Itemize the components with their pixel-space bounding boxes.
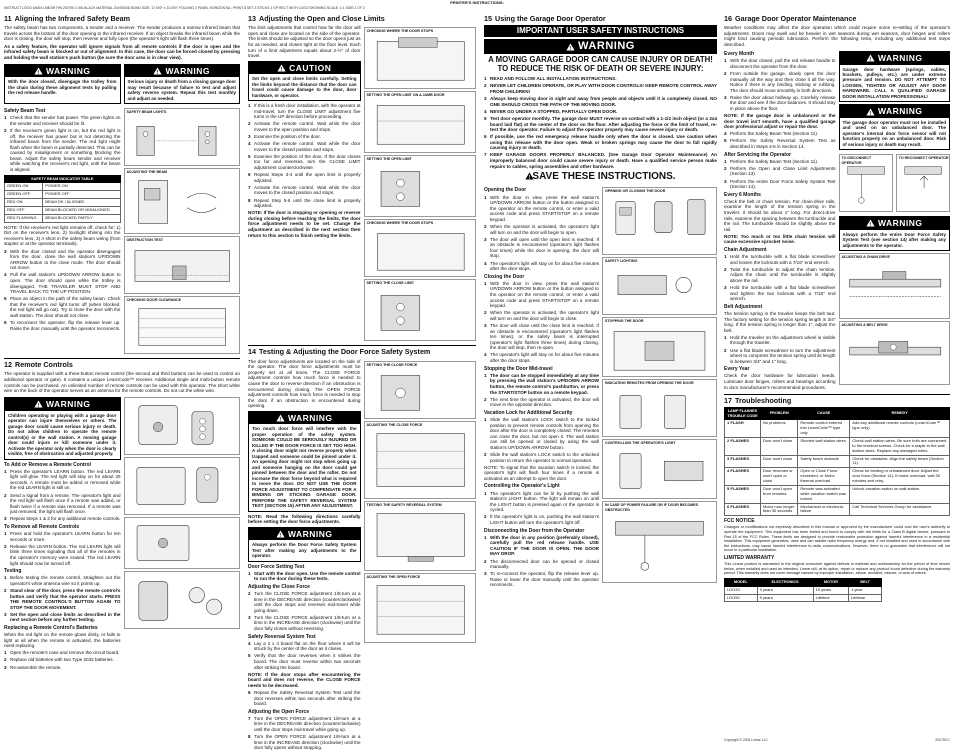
figure-door-clearance: CHECKING DOOR CLEARANCE bbox=[124, 296, 241, 354]
list-item: 3 Examine the position of the door. bbox=[248, 134, 321, 140]
column-1: 11 Aligning the Infrared Safety Beam The safety beam has two components, a sender and a receiver. The sender produces a narrow infrared beam that travels across the bottom of the door opening to the infrared receiver. If an object breaks the infrared beam while the door is closing, the door will stop, then reverse and fully open (the operator's light will flash three times). As a safety feature, the operator will ignore signals from all remote controls if the door is open and the infrared safety beam is blocked or out of alignment. In this case, the door can be forced closed by pressing and holding the wall station's push button (be sure the door area is in clear view). ! WARNING With the door closed, disengage the trolley from the chain during these alignment tests by pulling the red release handle. ! WARNING Serious injury or death from a closing garage door may result because of failure to test and adjust safety reverse system. Repeat this test monthly and adjust as needed. Safety Beam Test 1 Check that the sender has power. The green lights on the sender and receiver should be lit. 2 If the receiver's green light is on, but the red light is off, the receiver has power but is not detecting the infrared beam from the sender. The red light might flash when the beam is partially detected. This can be caused by misalignment or something blocking the beam. Adjust the safety beam sender and receiver while watching the receiver's red light, until the beam is aligned. SAFETY BEAM INDICATOR TABLE GREEN ON POWER ON GREEN OFF POWER OFF RED ON BEAM OK / ALIGNED RED OFF BEAM BLOCKED OR MISALIGNED RED FLASHING BEAM BLOCKED PARTLY NOTE: If the receiver's red light remains off, check for: 1) Dirt on the receiver's lens, 2) Sunlight shining into the receiver's lens, 3) A short in the safety beam wiring (from staples or at the operator terminals). 3 With the door closed and the operator disengaged from the door, close the wall station's UP/DOWN ARROW button to the close mode. The door should not move. 4 Pull the wall station's UP/DOWN ARROW button to open. The door should open while the trolley is disengaged. THE TRAVELER MUST STOP AND TRAVEL BACK TO THE UP POSITION. 5 Place an object in the path of the safety beam. Check that the receiver's red light turns off (when blocked, the red light will go out). Try to close the door with the wall station. The door should not close. 6 To reconnect the operator, flip the release lever up. Raise the door manually until the operator reconnects. SAFETY BEAM LIGHTS ADJUSTING THE BEAM OBSTRUCTION TEST CHECKING DOOR CLEARANCE 12 Remote Controls The operator is supplied with a three-button remote control (the second and third buttons can be used to control an additional operator or gate). It contains a unique LearnCode™ receiver. Additional single and multi-button remote controls can be purchased. An unlimited number of remote controls can be used with this operator. The short white wire on the back of the operator serves as an antenna for the remote controls. Do not cut the white wire. ! WARNING Children operating or playing with a garage door operator can injure themselves or others. The garage door could cause serious injury or death. Do not allow children to operate the remote control(s) or the wall station. A moving garage door could injure or kill someone under it. Activate the operator only when the door is clearly visible, free of obstruction and adjusted properly. To Add or Remove a Remote Control 1 Press the operator's LEARN button. The red LEARN light will glow. The red light will stay on for about 30 seconds. A remote must be added or removed while the red LEARN light is still on. 2 Send a signal from a remote. The operator's light and the red light will flash once if a remote was added, or flash twice if a remote was removed. If a remote was just removed, the light will flash once. 3 Repeat Steps 1 & 2 for any additional remote controls. To Remove all Remote Controls 1 Press and hold the operator's LEARN button for ten seconds or more. 2 Release the LEARN button. The red LEARN light will blink three times signaling that all of the remotes in the operator's memory were erased. The red LEARN light should now be turned off. Testing 1 Before testing the remote control, straighten out the operator's white antenna wire so it points up. 2 Stand clear of the door, press the remote control's button and verify that the operator starts. PRESS THE REMOTE CONTROL'S BUTTON AGAIN TO STOP THE DOOR MOVEMENT. 3 Set the open and close limits as described in the next section before any further testing. Replacing a Remote Control's Batteries When the red light on the remote glows dimly, or fails to light at all when the remote is activated, the batteries need replacing. 1 Open the remote's case and remove the circuit board. 2 Replace old batteries with two Type 2032 batteries. 3 Re-assemble the remote. bbox=[4, 14, 240, 670]
figure-adjusting-beam: ADJUSTING THE BEAM bbox=[124, 168, 241, 234]
section-11-intro-bold: As a safety feature, the operator will ignore signals from all remote controls if the door is open and the infrared safety beam is blocked or out of alignment. In this case, the door can be forced closed by pressing and holding the wall station's push button (be sure the door area is in clear view). bbox=[4, 43, 240, 60]
list-item: 2 If the receiver's green light is on, but the red light is off, the receiver has power but is not detecting the infrared beam from the sender. The red light might flash when the beam is partially detected. This can be caused by misalignment or something blocking the beam. Adjust the safety beam sender and receiver while watching the receiver's red light, until the beam is aligned. bbox=[4, 127, 121, 173]
table-row: 1 FLASH No problems Remote control entered into LearnCode™ type only Add any additional remote controls (LearnCode™ type only) bbox=[725, 420, 950, 438]
list-item: 2 Stand clear of the door, press the remote control's button and verify that the operator starts. PRESS THE REMOTE CONTROL'S BUTTON AGAIN TO STOP THE DOOR MOVEMENT. bbox=[4, 587, 121, 610]
table-row: 4 FLASHES Door reverses or won't open or close Open or Close Force exceeded, or Motor thermal overload Check for binding or unbalanced door. Adjust the door force (Section 14). If motor overload, wait 30 minutes and retry. bbox=[725, 468, 950, 486]
warning-header: ! WARNING bbox=[484, 39, 717, 54]
list-item: 1 Perform the Safety Beam Test (Section 11). bbox=[724, 158, 819, 164]
warning-triangle-icon bbox=[34, 67, 43, 75]
copyright: Copyright © 2004 Linear LLC bbox=[724, 737, 768, 742]
list-item: 4 NEVER GO UNDER A STOPPED, PARTIALLY OPEN DOOR. bbox=[484, 108, 618, 114]
list-item: 3 The door will close until the close limit is reached. If an obstacle is encountered (operator's light flashes ten times), or the safety beam is interrupted (operator's light flashes three times) during closing, the door will stop, then re-open. bbox=[484, 323, 599, 351]
section-13-title: 13 Adjusting the Open and Close Limits bbox=[248, 14, 385, 23]
part-number: 203750 C bbox=[935, 737, 950, 742]
warranty-title: LIMITED WARRANTY bbox=[724, 555, 775, 562]
list-item: 1 With the door in view, press the wall station's UP/DOWN ARROW button or the button assigned to the operator on the remote control, or enter a valid access code and press START/STOP on a remote keypad. bbox=[484, 280, 599, 309]
figure-open-limit-jamb: SETTING THE OPEN LIMIT ON A JAMB DOOR bbox=[364, 91, 477, 153]
list-item: 1 Press the operator's LEARN button. The red LEARN light will glow. The red light will stay on for about 30 seconds. A remote must be added or removed while the red LEARN light is still on. bbox=[4, 468, 121, 491]
list-item: 1 Slide the wall station's LOCK switch to the locked position to prevent remote controls from opening the door after the door is completely closed. The remotes can close the door, but not open it. The wall station can still be opened or closed by using the wall station's UP/DOWN ARROW button. bbox=[484, 416, 599, 450]
list-item: 2 The disconnected door can be opened or closed manually. bbox=[484, 558, 599, 570]
warning-box: ! WARNING Always perform the entire Door Force Safety System Test (see section 14) after making any adjustments to the operator. bbox=[839, 216, 951, 251]
section-11-body bbox=[4, 106, 240, 356]
figure-checking-door-stops: CHECKING WHERE THE DOOR STOPS bbox=[364, 219, 477, 277]
list-item: 1 Hold the traveler on the adjustment wheel is visible through the traveler. bbox=[724, 334, 836, 346]
list-item: 1 Start with the door open. Use the remote control to run the door during these tests. bbox=[248, 570, 361, 582]
figure-chain-drive: ADJUSTING A CHAIN DRIVE bbox=[839, 253, 951, 319]
svg-text:!: ! bbox=[569, 45, 572, 52]
list-item: 2 Slide the wall station's LOCK switch to the unlocked position to return the operator to normal operation. bbox=[484, 451, 599, 463]
list-item: 3 With the door closed and the operator disengaged from the door, close the wall station's UP/DOWN ARROW button to the close mode. The door should not move. bbox=[4, 248, 121, 271]
column-2: 13 Adjusting the Open and Close Limits The limit adjustments that control how far the door will open and close are located on the side of the operator. The limits should be adjusted so the door opens just as far as needed, and closes tight at the floor level. Each turn of a limit adjustment equals about 2-½" of door travel. ! CAUTION Set the open and close limits carefully. Setting the limits beyond the distance that the door can travel could cause damage to the door, door hardware, or operator. 1 If this is a fresh door installation, with the operator at mid-travel, turn the CLOSE LIMIT adjustment five turns in the UP direction before proceeding. 2 Activate the remote control. Wait while the door moves to the open position and stops. 3 Examine the position of the door. 4 Activate the remote control. Wait while the door moves to the closed position and stops. 5 Examine the position of the door. If the door closes too far and reverses, turn the CLOSE LIMIT adjustment counterclockwise. 6 Repeat Steps 3-4 until the open limit is properly adjusted. 7 Activate the remote control. Wait while the door moves to the closed position and stops. 8 Repeat Step 5-6 until the close limit is properly adjusted. NOTE: If the door is stopping or opening or reverse during closing before reaching the limits, the door force adjustment needs to be set. Change the adjustment as described in the next section then return to this section to finish setting the limits. CHECKING WHERE THE DOOR STOPS SETTING THE OPEN LIMIT ON A JAMB DOOR SETTING THE OPEN LIMIT CHECKING WHERE THE DOOR STOPS SETTING THE CLOSE LIMIT 14 Testing & Adjusting the Door Force Safety System The door force adjustments are located on the side of the operator. The door force adjustments must be properly set at all times. The CLOSE FORCE adjustment controls how much force is needed to cause the door to reverse direction if an obstruction is encountered during closing. The OPEN FORCE adjustment controls how much force is needed to stop the door if an obstruction is encountered during opening. ! WARNING Too much door force will interfere with the proper operation of the safety system. SOMEONE COULD BE SERIOUSLY INJURED OR KILLED IF THE DOOR FORCE IS SET TOO HIGH. A closing door might not reverse properly when trapped and someone could be pinned under it. An opening door might not stop when going up and someone hanging on the door could get pinned between the door and the rafter. Do not increase the door force beyond what is required to move the door. DO NOT USE THE DOOR FORCE ADJUSTMENT TO COMPENSATE FOR A BINDING OR STICKING GARAGE DOOR. PERFORM THE SAFETY REVERSAL SYSTEM TEST (SECTION 15) AFTER ANY ADJUSTMENT. NOTE: Read the following directions carefully before setting the door force adjustments. ! WARNING Always perform the Door Force Safety System Test after making any adjustments to the operator. Door Force Setting Test 1 Start with the door open. Use the remote control to run the door during these tests. Adjusting the Close Force 2 Turn the CLOSE FORCE adjustment 1/8-turn at a time in the DECREASE direction (counterclockwise) until the door stops and reverses mid-travel while going down. 3 Turn the CLOSE FORCE adjustment 1/8-turn at a time in the INCREASE direction (clockwise) until the door fully closes without reversing. Safety Reversal System Test 4 Lay a 2 x 4 board flat on the floor where it will be struck by the center of the door as it closes. 5 Verify that the door reverses when it strikes the board. The door must reverse within two seconds after striking the board. NOTE: If the door stops after encountering the board and does not reverse, the CLOSE FORCE needs to be decreased. 6 Repeat the Safety Reversal System Test until the door reverses within two seconds after striking the board. Adjusting the Open Force 7 Turn the OPEN FORCE adjustment 1/8-turn at a time in the DECREASE direction (counterclockwise) until the door stops mid-travel while going up. 8 Turn the OPEN FORCE adjustment 1/8-turn at a time in the INCREASE direction (clockwise) until the door fully opens without stopping. SETTING THE CLOSE FORCE ADJUSTING THE CLOSE FORCE TESTING THE SAFETY REVERSAL SYSTEM ADJUSTING THE OPEN FORCE bbox=[248, 14, 476, 736]
list-item: 2 NEVER LET CHILDREN OPERATE, OR PLAY WITH DOOR CONTROLS! KEEP REMOTE CONTROL AWAY FROM CHILDREN! bbox=[484, 83, 717, 95]
section-11-warnings bbox=[4, 62, 240, 106]
figure-vacation-lock: INDICATING REMOTES FROM OPENING THE DOOR bbox=[602, 379, 717, 437]
section-15-title: 15 Using the Garage Door Operator bbox=[484, 14, 606, 23]
save-instructions: ! SAVE THESE INSTRUCTIONS. bbox=[484, 171, 717, 183]
warning-box: ! WARNING Too much door force will interfere with the proper operation of the safety system. SOMEONE COULD BE SERIOUSLY INJURED OR KILLED IF THE DOOR FORCE IS SET TOO HIGH. A closing door might not reverse properly when trapped and someone could be pinned under it. An opening door might not stop when going up and someone hanging on the door could get pinned between the door and the rafter. Do not increase the door force beyond what is required to move the door. DO NOT USE THE DOOR FORCE ADJUSTMENT TO COMPENSATE FOR A BINDING OR STICKING GARAGE DOOR. PERFORM THE SAFETY REVERSAL SYSTEM TEST (SECTION 15) AFTER ANY ADJUSTMENT. bbox=[248, 411, 361, 512]
list-item: 1 READ AND FOLLOW ALL INSTALLATION INSTRUCTIONS. bbox=[484, 76, 617, 82]
list-item: 3 Re-assemble the remote. bbox=[4, 664, 62, 670]
list-item: 1 With the door in view, press the wall station's UP/DOWN ARROW button or the button assigned to the operator on the remote control, or enter a valid access code and press START/STOP on a remote keypad. bbox=[484, 194, 599, 222]
svg-text:!: ! bbox=[279, 532, 282, 539]
table-header-row: LAMP FLASHES TROUBLE CODE PROBLEM CAUSE REMEDY bbox=[725, 408, 950, 420]
section-17-title: 17 Troubleshooting bbox=[724, 395, 792, 405]
table-row: 6 FLASHES Motor runs longer than 30 seconds Mechanical or electronic failure Call Technical Services Group for assistance. bbox=[725, 503, 950, 516]
list-item: 5 Examine the position of the door. If the door closes too far and reverses, turn the CLOSE LIMIT adjustment counterclockwise. bbox=[248, 153, 361, 171]
list-item: 2 Use a flat blade screwdriver to turn the adjustment wheel to compress the tension spring until its length is between 3/4" and 1" long. bbox=[724, 347, 836, 364]
warning-box: ! WARNING Serious injury or death from a closing garage door may result because of failure to test and adjust safety reverse system. Repeat this test monthly and adjust as needed. bbox=[124, 64, 241, 104]
figure-operator-light: CONTROLLING THE OPERATOR'S LIGHT bbox=[602, 439, 717, 499]
moving-door-warning: A MOVING GARAGE DOOR CAN CAUSE INJURY OR DEATH! TO REDUCE THE RISK OF DEATH OR SEVERE INJURY: bbox=[488, 55, 713, 74]
list-item: 7 Activate the remote control. Wait while the door moves to the closed position and stops. bbox=[248, 184, 361, 196]
list-item: 2 Replace old batteries with two Type 2032 batteries. bbox=[4, 657, 114, 663]
list-item: 5 Verify that the door reverses when it strikes the board. The door must reverse within two seconds after striking the board. bbox=[248, 653, 361, 670]
page-footer bbox=[724, 738, 950, 742]
warning-triangle-icon bbox=[153, 67, 162, 75]
list-item: 4 Pull the wall station's UP/DOWN ARROW button to open. The door should open while the trolley is disengaged. THE TRAVELER MUST STOP AND TRAVEL BACK TO THE UP POSITION. bbox=[4, 272, 121, 295]
figure-power-failure: IN CASE OF POWER FAILURE OR IF DOOR BECOMES OBSTRUCTED bbox=[602, 501, 717, 583]
safety-beam-note: NOTE: If the receiver's red light remains off, check for: 1) Dirt on the receiver's lens, 2) Sunlight shining into the receiver's lens, 3) A short in the safety beam wiring (from staples or at the operator terminals). bbox=[4, 224, 121, 247]
figure-setting-close-limit: SETTING THE CLOSE LIMIT bbox=[364, 279, 477, 341]
list-item: 3 Hold the turnbuckle with a flat blade screwdriver and tighten the two locknuts with a 7/16" end wrench. bbox=[724, 285, 836, 302]
svg-text:!: ! bbox=[869, 110, 872, 117]
list-item: 6 If possible, use the red emergency release handle only when the door is closed. Use caution when using this release with the door open. Weak or broken springs may cause the door to fall rapidly causing injury or death. bbox=[484, 134, 717, 151]
table-row: RED ON BEAM OK / ALIGNED bbox=[5, 199, 121, 207]
list-item: 3 Always keep moving door in sight and away from people and objects until it is completely closed. NO ONE SHOULD CROSS THE PATH OF THE MOVING DOOR. bbox=[484, 96, 717, 107]
list-item: 3 Turn the CLOSE FORCE adjustment 1/8-turn at a time in the INCREASE direction (clockwise) until the door fully closes without reversing. bbox=[248, 614, 361, 631]
section-12-intro: The operator is supplied with a three-button remote control (the second and third buttons can be used to control an additional operator or gate). It contains a unique LearnCode™ receiver. Additional single and multi-button remote controls can be purchased. An unlimited number of remote controls can be used with this operator. The short white wire on the back of the operator serves as an antenna for the remote controls. Do not cut the white wire. bbox=[4, 371, 240, 394]
list-item: 2 When the operator is activated, the operator's light will turn on and the door will begin to close. bbox=[484, 310, 599, 321]
list-item: 1 Hold the turnbuckle with a flat blade screwdriver and loosen the locknuts with a 7/16" end wrench. bbox=[724, 254, 836, 265]
table-row: 3 FLASHES Door won't close Safety beam obstacle Check for obstacles. Align the safety beam (Section 11). bbox=[725, 455, 950, 468]
warning-box: ! WARNING The garage door operator must not be installed and used on an unbalanced door. The operator's internal door force sensor will not function properly on an unbalanced door. Risk of serious injury or death may result. bbox=[839, 104, 951, 150]
section-11-intro: The safety beam has two components, a sender and a receiver. The sender produces a narrow infrared beam that travels across the bottom of the door opening to the infrared receiver. If an object breaks the infrared beam while the door is closing, the door will stop, then reverse and fully open (the operator's light will flash three times). bbox=[4, 25, 240, 42]
figure-opening-closing-door: OPENING OR CLOSING THE DOOR bbox=[602, 187, 717, 255]
safety-rules-list bbox=[484, 76, 717, 169]
warning-triangle-icon bbox=[34, 400, 43, 408]
list-item: 4 The operator's light will stay on for about five minutes after the door stops. bbox=[484, 260, 599, 272]
figure-disconnect-operator: TO DISCONNECT OPERATOR bbox=[839, 154, 893, 212]
list-item: 2 When the operator is activated, the operator's light will turn on and the door will begin to open. bbox=[484, 224, 599, 235]
section-11-title: 11 Aligning the Infrared Safety Beam bbox=[4, 14, 131, 23]
safety-test-steps bbox=[4, 115, 121, 172]
list-item: 2 If the operator's light is on, pushing the wall station's LIGHT button will turn the operator's light off. bbox=[484, 514, 599, 525]
svg-text:!: ! bbox=[156, 69, 160, 76]
table-row: 5 FLASHES Door won't open from remotes Remote was activated while vacation switch was locked Unlock vacation switch on wall station. bbox=[725, 485, 950, 503]
fcc-text: Changes or modifications not expressly described in this manual or approved by the manufacturer could void the user's authority to operate the equipment. This equipment has been tested and found to comply with the limits for a Class B digital device, pursuant to Part 15 of the FCC Rules. These limits are designed to provide reasonable protection against harmful interference in a residential installation. This equipment generates, uses and can radiate radio frequency energy and, if not installed and used in accordance with the instructions, may cause harmful interference to radio communications. However, there is no guarantee that interference will not occur in a particular installation. bbox=[724, 525, 950, 553]
list-item: 6 Repeat the Safety Reversal System Test until the door reverses within two seconds after striking the board. bbox=[248, 689, 361, 707]
list-item: 2 Turn the CLOSE FORCE adjustment 1/8-turn at a time in the DECREASE direction (counterclockwise) until the door stops and reverses mid-travel while going down. bbox=[248, 590, 361, 613]
svg-text:!: ! bbox=[37, 403, 40, 410]
figure-belt-drive: ADJUSTING A BELT DRIVE bbox=[839, 321, 951, 385]
column-4: 16 Garage Door Operator Maintenance Weather conditions may affect the door operation which could require some re-setting of the operator's adjustments. Doors may swell and be heavier in wet seasons during wet seasons, door hinges and rollers might bind causing periodic lubrication. Perform the following tests, including any additional test steps described. Every Month 1 With the door closed, pull the red release handle to disconnect the operator from the door. 2 From outside the garage, slowly open the door manually all the way and then close it all the way. Notice if there is any binding, sticking or rubbing. The door should move smoothly in both directions. 3 Raise the door about halfway up. Carefully release the door and see if the door balances. It should stay in place above the floor. NOTE: If the garage door is unbalanced or the door travel isn't smooth, have a qualified garage door professional adjust or repair the door. 4 Perform the Safety Beam Test (Section 11). 5 Perform the Safety Reversal System Test as described in Steps 4-6 in Section 14. After Servicing the Operator 1 Perform the Safety Beam Test (Section 11). 2 Perform the Open and Close Limit Adjustments (Section 13). 3 Perform the entire Door Force Safety System Test (Section 14). Every 6 Months Check the belt or chain tension. For chain-drive rails, examine the length of the tension spring in the traveler. It should be about 1" long. For direct-drive rails, examine the spacing between the turnbuckle and the rail. The turnbuckle should be slightly above the rail. NOTE: Too much or too little chain tension will cause excessive sprocket noise. Chain Adjustment 1 Hold the turnbuckle with a flat blade screwdriver and loosen the locknuts with a 7/16" end wrench. 2 Twist the turnbuckle to adjust the chain tension. Adjust the chain until the turnbuckle is slightly above the rail. 3 Hold the turnbuckle with a flat blade screwdriver and tighten the two locknuts with a 7/16" end wrench. Belt Adjustment The tension spring in the traveler keeps the belt taut. The factory setting for the tension spring length is 3/4" long. If the tension spring is longer than 1", adjust the belt. 1 Hold the traveler on the adjustment wheel is visible through the traveler. 2 Use a flat blade screwdriver to turn the adjustment wheel to compress the tension spring until its length is between 3/4" and 1" long. Every Year Check the door hardware for lubrication needs. Lubricate door hinges, rollers and bearings according to door manufacturer's recommended procedures. ! WARNING Garage door hardware (springs, cables, brackets, pulleys, etc.) are under extreme pressure and tension. DO NOT ATTEMPT TO LOOSEN, TIGHTEN OR ADJUST ANY DOOR HARDWARE. CALL A QUALIFIED GARAGE DOOR INSTALLATION PROFESSIONAL! ! WARNING The garage door operator must not be installed and used on an unbalanced door. The operator's internal door force sensor will not function properly on an unbalanced door. Risk of serious injury or death may result. TO DISCONNECT OPERATOR TO RECONNECT OPERATOR ! WARNING Always perform the entire Door Force Safety System Test (see section 14) after making any adjustments to the operator. ADJUSTING A CHAIN DRIVE ADJUSTING A BELT DRIVE 17 Troubleshooting LAMP FLASHES TROUBLE CODE PROBLEM CAUSE REMEDY 1 FLASH No problems Remote control entered into LearnCode™ type only Add any additional remote controls (LearnCode™ type only) 2 FLASHES Door won't close Shorted wall station wires Check wall station wires. Be sure both are connected to the terminal screws. Check for a staple in the wall station wires. Replace any damaged wires. 3 FLASHES Door won't close Safety beam obstacle Check for obstacles. Align the safety beam (Section 11). 4 FLASHES Door reverses or won't open or close Open or Close Force exceeded, or Motor thermal overload Check for binding or unbalanced door. Adjust the door force (Section 14). If motor overload, wait 30 minutes and retry. 5 FLASHES Door won't open from remotes Remote was activated while vacation switch was locked Unlock vacation switch on wall station. 6 FLASHES Motor runs longer than 30 seconds Mechanical or electronic failure Call Technical Services Group for assistance. FCC NOTICE Changes or modifications not expressly described in this manual or approved by the manufacturer could void the user's authority to operate the equipment. This equipment has been tested and found to comply with the limits for a Class B digital device, pursuant to Part 15 of the FCC Rules. These limits are designed to provide reasonable protection against harmful interference in a residential installation. This equipment generates, uses and can radiate radio frequency energy and, if not installed and used in accordance with the instructions, may cause harmful interference to radio communications. However, there is no guarantee that interference will not occur in a particular installation. LIMITED WARRANTY This Linear product is warranted to the original consumer against defects in material and workmanship for the period of time shown below, when installed and used as intended. Linear will, at its option, repair or replace any product found defective during the warranty period. This warranty does not cover damage caused by improper installation, abuse, accident, misuse, or acts of nature. MODEL ELECTRONICS MOTOR BELT LDO33 3 years 10 years 1 year LDO50 5 years Lifetime Lifetime bbox=[724, 14, 950, 736]
list-item: 2 Send a signal from a remote. The operator's light and the red light will flash once if a remote was added, or flash twice if a remote was removed. If a remote was just removed, the light will flash once. bbox=[4, 492, 121, 515]
list-item: 3 Raise the door about halfway up. Carefully release the door and see if the door balances. It should stay in place above the floor. bbox=[724, 94, 836, 111]
print-slug-line: INSTRUCT LOGO 6/6/04 LINEAR P/N 203750 C BK-BLACK MATERIAL 20# BOND BOND SIZE: 17.000" x 22.000" FOLDING 2 PANEL HORIZONTAL; PRINT 8 SET 2 STICKS 1 GP RECT WITH LOGO SHOWING SCALE: 1:1 SIDE 2 OF 2 bbox=[4, 6, 365, 10]
figure-obstruction-test: OBSTRUCTION TEST bbox=[124, 236, 241, 294]
list-item: 2 From outside the garage, slowly open the door manually all the way and then close it all the way. Notice if there is any binding, sticking or rubbing. The door should move smoothly in both directions. bbox=[724, 70, 836, 93]
caution-triangle-icon bbox=[277, 64, 286, 72]
list-item: 1 Check that the sender has power. The green lights on the sender and receiver should be lit. bbox=[4, 115, 121, 126]
warning-box: ! WARNING Garage door hardware (springs, cables, brackets, pulleys, etc.) are under extreme pressure and tension. DO NOT ATTEMPT TO LOOSEN, TIGHTEN OR ADJUST ANY DOOR HARDWARE. CALL A QUALIFIED GARAGE DOOR INSTALLATION PROFESSIONAL! bbox=[839, 51, 951, 102]
figure-door-stops: CHECKING WHERE THE DOOR STOPS bbox=[364, 27, 477, 89]
warning-box: ! WARNING Children operating or playing with a garage door operator can injure themselves or others. The garage door could cause serious injury or death. Do not allow children to operate the remote control(s) or the wall station. A moving garage door could injure or kill someone under it. Activate the operator only when the door is clearly visible, free of obstruction and adjusted properly. bbox=[4, 397, 121, 459]
section-12-title: 12 Remote Controls bbox=[4, 360, 73, 370]
svg-text:!: ! bbox=[280, 66, 283, 73]
table-row: LDO50 5 years Lifetime Lifetime bbox=[725, 594, 882, 602]
caution-box: ! CAUTION Set the open and close limits carefully. Setting the limits beyond the distance that the door can travel could cause damage to the door, door hardware, or operator. bbox=[248, 61, 361, 101]
warning-triangle-icon bbox=[276, 530, 285, 538]
table-row: RED OFF BEAM BLOCKED OR MISALIGNED bbox=[5, 206, 121, 214]
figure-add-remote bbox=[124, 457, 241, 515]
svg-text:!: ! bbox=[279, 417, 282, 424]
list-item: 2 Release the LEARN button. The red LEARN light will blink three times signaling that all of the remotes in the operator's memory were erased. The red LEARN light should now be turned off. bbox=[4, 543, 121, 566]
list-item: 4 Lay a 2 x 4 board flat on the floor where it will be struck by the center of the door as it closes. bbox=[248, 640, 361, 652]
warning-triangle-icon bbox=[276, 414, 285, 422]
figure-replacing-battery bbox=[124, 571, 241, 629]
list-item: 8 Repeat Step 5-6 until the close limit is properly adjusted. bbox=[248, 197, 361, 209]
warning-triangle-icon bbox=[566, 43, 575, 51]
table-row: RED FLASHING BEAM BLOCKED PARTLY bbox=[5, 214, 121, 222]
figure-safety-beam-lights: SAFETY BEAM LIGHTS bbox=[124, 108, 241, 166]
list-item: 3 To re-connect the operator, flip the release lever up. Raise or lower the door manually until the operator reconnects. bbox=[484, 571, 599, 588]
list-item: 1 The door can be stopped immediately at any time by pressing the wall station's UP/DOWN ARROW button, the remote control's pushbutton, or press the START/STOP button on a remote keypad. bbox=[484, 372, 599, 395]
list-item: 2 Activate the remote control. Wait while the door moves to the open position and stops. bbox=[248, 121, 361, 133]
warning-triangle-icon bbox=[866, 219, 875, 227]
list-item: 1 With the door in any position (preferably closed), carefully pull the red release handle. USE CAUTION IF THE DOOR IS OPEN. THE DOOR MAY DROP. bbox=[484, 534, 599, 557]
warranty-table bbox=[724, 578, 882, 602]
svg-text:!: ! bbox=[869, 57, 872, 64]
svg-text:!: ! bbox=[37, 69, 40, 76]
figure-learn-button bbox=[124, 397, 241, 455]
table-row: GREEN ON POWER ON bbox=[5, 183, 121, 191]
warning-triangle-icon bbox=[866, 108, 875, 116]
figure-safety-reversal-test: TESTING THE SAFETY REVERSAL SYSTEM bbox=[364, 501, 477, 571]
column-3: 15 Using the Garage Door Operator IMPORTANT USER SAFETY INSTRUCTIONS ! WARNING A MOVING GARAGE DOOR CAN CAUSE INJURY OR DEATH! TO REDUCE THE RISK OF DEATH OR SEVERE INJURY: 1 READ AND FOLLOW ALL INSTALLATION INSTRUCTIONS. 2 NEVER LET CHILDREN OPERATE, OR PLAY WITH DOOR CONTROLS! KEEP REMOTE CONTROL AWAY FROM CHILDREN! 3 Always keep moving door in sight and away from people and objects until it is completely closed. NO ONE SHOULD CROSS THE PATH OF THE MOVING DOOR. 4 NEVER GO UNDER A STOPPED, PARTIALLY OPEN DOOR. 5 Test door operator monthly. The garage door MUST reverse on contact with a 1-1/2 inch object (or a 2x4 board laid flat) at the center of the door on the floor. After adjusting the force or the limit of travel, re-test the door operator. Failure to adjust the operator properly may cause severe injury or death. 6 If possible, use the red emergency release handle only when the door is closed. Use caution when using this release with the door open. Weak or broken springs may cause the door to fall rapidly causing injury or death. 7 KEEP GARAGE DOORS PROPERLY BALANCED. (See Garage Door Operator Maintenance) An improperly balanced door could cause severe injury or death. Have a qualified service person make repairs to cables, spring assemblies and other hardware. ! SAVE THESE INSTRUCTIONS. Opening the Door 1 With the door in view, press the wall station's UP/DOWN ARROW button or the button assigned to the operator on the remote control, or enter a valid access code and press START/STOP on a remote keypad. 2 When the operator is activated, the operator's light will turn on and the door will begin to open. 3 The door will open until the open limit is reached. If an obstacle is encountered (operator's light flashes four times) while the door is opening, the door will stop. 4 The operator's light will stay on for about five minutes after the door stops. Closing the Door 1 With the door in view, press the wall station's UP/DOWN ARROW button or the button assigned to the operator on the remote control, or enter a valid access code and press START/STOP on a remote keypad. 2 When the operator is activated, the operator's light will turn on and the door will begin to close. 3 The door will close until the close limit is reached. If an obstacle is encountered (operator's light flashes ten times), or the safety beam is interrupted (operator's light flashes three times) during closing, the door will stop, then re-open. 4 The operator's light will stay on for about five minutes after the door stops. Stopping the Door Mid-travel 1 The door can be stopped immediately at any time by pressing the wall station's UP/DOWN ARROW button, the remote control's pushbutton, or press the START/STOP button on a remote keypad. 2 The next time the operator is activated, the door will move in the opposite direction. Vacation Lock for Additional Security 1 Slide the wall station's LOCK switch to the locked position to prevent remote controls from opening the door after the door is completely closed. The remotes can close the door, but not open it. The wall station can still be opened or closed by using the wall station's UP/DOWN ARROW button. 2 Slide the wall station's LOCK switch to the unlocked position to return the operator to normal operation. NOTE: To signal that the vacation switch is locked, the operator's light will flash four times if a remote is activated as an attempt to open the door. Controlling the Operator's Light 1 The operator's light can be lit by pushing the wall station's LIGHT button. The light will remain on until the LIGHT button is pressed again or the operator is cycled. 2 If the operator's light is on, pushing the wall station's LIGHT button will turn the operator's light off. Disconnecting the Door from the Operator 1 With the door in any position (preferably closed), carefully pull the red release handle. USE CAUTION IF THE DOOR IS OPEN. THE DOOR MAY DROP. 2 The disconnected door can be opened or closed manually. 3 To re-connect the operator, flip the release lever up. Raise or lower the door manually until the operator reconnects. OPENING OR CLOSING THE DOOR SAFETY LIGHTING STOPPING THE DOOR INDICATING REMOTES FROM OPENING THE DOOR CONTROLLING THE OPERATOR'S LIGHT IN CASE OF POWER FAILURE OR IF DOOR BECOMES OBSTRUCTED bbox=[484, 14, 717, 588]
list-item: 3 Perform the entire Door Force Safety System Test (Section 14). bbox=[724, 178, 836, 190]
list-item: 1 Before testing the remote control, straighten out the operator's white antenna wire so it points up. bbox=[4, 575, 121, 586]
svg-text:!: ! bbox=[869, 222, 872, 229]
troubleshooting-table bbox=[724, 407, 950, 516]
list-item: 5 Place an object in the path of the safety beam. Check that the receiver's red light turns off (when blocked, the red light will go out). Try to close the door with the wall station. The door should not close. bbox=[4, 296, 121, 319]
figure-safety-lighting: SAFETY LIGHTING bbox=[602, 257, 717, 315]
warning-box: ! WARNING Always perform the Door Force Safety System Test after making any adjustments to the operator. bbox=[248, 527, 361, 562]
list-item: 7 Turn the OPEN FORCE adjustment 1/8-turn at a time in the DECREASE direction (counterclockwise) until the door stops mid-travel while going up. bbox=[248, 715, 361, 732]
section-16-title: 16 Garage Door Operator Maintenance bbox=[724, 14, 857, 23]
user-safety-banner: IMPORTANT USER SAFETY INSTRUCTIONS bbox=[484, 25, 717, 37]
figure-adjusting-open-force: ADJUSTING THE OPEN FORCE bbox=[364, 573, 477, 643]
printer-instructions: PRINTER'S INSTRUCTIONS: bbox=[450, 0, 504, 5]
table-row: GREEN OFF POWER OFF bbox=[5, 191, 121, 199]
warning-triangle-icon bbox=[525, 172, 531, 182]
warning-triangle-icon bbox=[866, 54, 875, 62]
list-item: 6 To reconnect the operator, flip the release lever up. Raise the door manually until the operator reconnects. bbox=[4, 320, 121, 331]
table-row: 2 FLASHES Door won't close Shorted wall station wires Check wall station wires. Be sure both are connected to the terminal screws. Check for a staple in the wall station wires. Replace any damaged wires. bbox=[725, 437, 950, 455]
list-item: 5 Test door operator monthly. The garage door MUST reverse on contact with a 1-1/2 inch object (or a 2x4 board laid flat) at the center of the door on the floor. After adjusting the force or the limit of travel, re-test the door operator. Failure to adjust the operator properly may cause severe injury or death. bbox=[484, 115, 717, 133]
figure-adjusting-close-force: ADJUSTING THE CLOSE FORCE bbox=[364, 421, 477, 499]
safety-test-title: Safety Beam Test bbox=[4, 108, 46, 115]
list-item: 5 Perform the Safety Reversal System Test as described in Steps 4-6 in Section 14. bbox=[724, 138, 836, 150]
list-item: 1 The operator's light can be lit by pushing the wall station's LIGHT button. The light will remain on until the LIGHT button is pressed again or the operator is cycled. bbox=[484, 490, 599, 513]
table-row: LDO33 3 years 10 years 1 year bbox=[725, 586, 882, 594]
list-item: 3 Repeat Steps 1 & 2 for any additional remote controls. bbox=[4, 516, 121, 522]
fcc-title: FCC NOTICE bbox=[724, 518, 755, 525]
figure-remove-remotes bbox=[124, 517, 241, 569]
list-item: 1 Open the remote's case and remove the circuit board. bbox=[4, 650, 120, 656]
figure-reconnect-operator: TO RECONNECT OPERATOR bbox=[896, 154, 950, 212]
figure-setting-close-force: SETTING THE CLOSE FORCE bbox=[364, 361, 477, 419]
warning-box: ! WARNING With the door closed, disengage the trolley from the chain during these alignment tests by pulling the red release handle. bbox=[4, 64, 121, 104]
figure-stopping-door: STOPPING THE DOOR bbox=[602, 317, 717, 377]
list-item: 1 With the door closed, pull the red release handle to disconnect the operator from the door. bbox=[724, 58, 836, 69]
list-item: 2 The next time the operator is activated, the door will move in the opposite direction. bbox=[484, 396, 599, 408]
list-item: 6 Repeat Steps 3-4 until the open limit is properly adjusted. bbox=[248, 172, 361, 183]
list-item: 4 The operator's light will stay on for about five minutes after the door stops. bbox=[484, 352, 599, 364]
list-item: 3 The door will open until the open limit is reached. If an obstacle is encountered (operator's light flashes four times) while the door is opening, the door will stop. bbox=[484, 236, 599, 259]
list-item: 2 Twist the turnbuckle to adjust the chain tension. Adjust the chain until the turnbuckle is slightly above the rail. bbox=[724, 266, 836, 284]
list-item: 1 If this is a fresh door installation, with the operator at mid-travel, turn the CLOSE LIMIT adjustment five turns in the UP direction before proceeding. bbox=[248, 103, 361, 120]
list-item: 4 Activate the remote control. Wait while the door moves to the closed position and stops. bbox=[248, 141, 361, 152]
list-item: 7 KEEP GARAGE DOORS PROPERLY BALANCED. (See Garage Door Operator Maintenance) An improperly balanced door could cause severe injury or death. Have a qualified service person make repairs to cables, spring assemblies and other hardware. bbox=[484, 152, 717, 169]
figure-setting-open-limit: SETTING THE OPEN LIMIT bbox=[364, 155, 477, 217]
safety-beam-indicator-table: SAFETY BEAM INDICATOR TABLE GREEN ON POWER ON GREEN OFF POWER OFF RED ON BEAM OK / ALIGNED RED OFF BEAM BLOCKED OR MISALIGNED RED FLASHING BEAM BLOCKED PARTLY bbox=[4, 175, 121, 223]
list-item: 2 Perform the Open and Close Limit Adjustments (Section 13). bbox=[724, 165, 836, 177]
list-item: 4 Perform the Safety Beam Test (Section 11). bbox=[724, 131, 819, 137]
warranty-text: This Linear product is warranted to the original consumer against defects in material and workmanship for the period of time shown below, when installed and used as intended. Linear will, at its option, repair or replace any product found defective during the warranty period. This warranty does not cover damage caused by improper installation, abuse, accident, misuse, or acts of nature. bbox=[724, 562, 950, 576]
list-item: 1 Press and hold the operator's LEARN button for ten seconds or more. bbox=[4, 531, 121, 542]
section-14-title: 14 Testing & Adjusting the Door Force Safety System bbox=[248, 347, 431, 357]
list-item: 8 Turn the OPEN FORCE adjustment 1/8-turn at a time in the INCREASE direction (clockwise) until the door fully opens without stopping. bbox=[248, 734, 361, 751]
svg-text:!: ! bbox=[529, 175, 531, 182]
table-header-row: MODEL ELECTRONICS MOTOR BELT bbox=[725, 579, 882, 587]
list-item: 3 Set the open and close limits as described in the next section before any further testing. bbox=[4, 611, 121, 623]
